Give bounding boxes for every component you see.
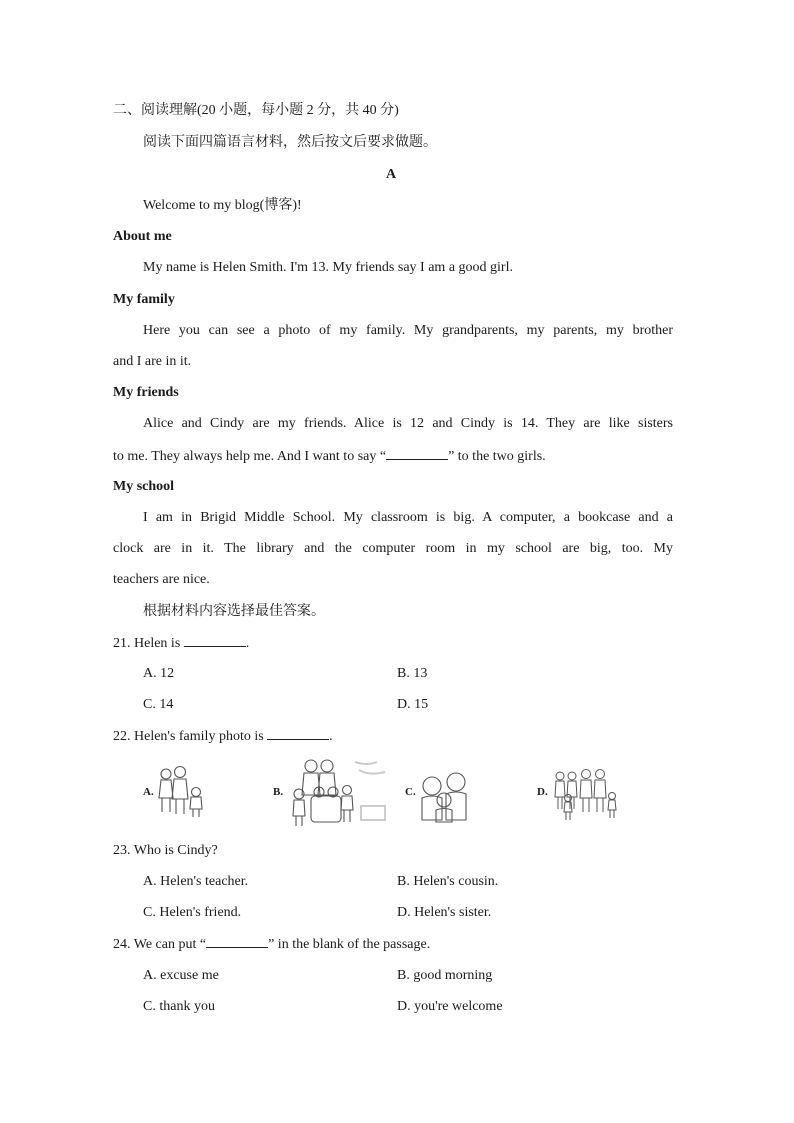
q24-option-a: A. excuse me bbox=[143, 968, 219, 983]
school-line-1: I am in Brigid Middle School. My classroom is big. A computer, a bookcase and a bbox=[143, 510, 673, 525]
answer-blank bbox=[206, 934, 268, 948]
friends-line-2-start: to me. They always help me. And I want to say “ bbox=[113, 449, 387, 464]
section-heading: 二、阅读理解(20 小题，每小题 2 分，共 40 分) bbox=[113, 103, 399, 118]
q23-option-d: D. Helen's sister. bbox=[397, 905, 492, 920]
friends-title: My friends bbox=[113, 385, 179, 400]
family-line-2: and I are in it. bbox=[113, 354, 192, 369]
q23-option-a: A. Helen's teacher. bbox=[143, 874, 249, 889]
family-title: My family bbox=[113, 292, 175, 307]
family-photo-b bbox=[285, 756, 393, 830]
friends-line-2 bbox=[113, 446, 546, 467]
question-24-stem: 24. We can put “ ” in the blank of the passage. bbox=[113, 934, 430, 955]
about-title: About me bbox=[113, 229, 172, 244]
q21-option-c: C. 14 bbox=[143, 697, 174, 712]
passage-welcome: Welcome to my blog(博客)! bbox=[143, 198, 302, 213]
friends-line-2-end: ” to the two girls. bbox=[448, 449, 546, 464]
q24-option-b: B. good morning bbox=[397, 968, 493, 983]
school-line-3: teachers are nice. bbox=[113, 572, 210, 587]
friends-line-1: Alice and Cindy are my friends. Alice is 12 and Cindy is 14. They are like sisters bbox=[143, 416, 673, 431]
family-line-1: Here you can see a photo of my family. My grandparents, my parents, my brother bbox=[143, 323, 673, 338]
question-21-stem: 21. Helen is . bbox=[113, 633, 249, 654]
about-text: My name is Helen Smith. I'm 13. My friends say I am a good girl. bbox=[143, 260, 513, 275]
q22-label-b: B. bbox=[273, 786, 284, 798]
q24-option-d: D. you're welcome bbox=[397, 999, 503, 1014]
family-photo-d bbox=[552, 768, 620, 826]
q22-label-d: D. bbox=[537, 786, 548, 798]
passage-letter: A bbox=[386, 167, 397, 182]
task-instruction: 根据材料内容选择最佳答案。 bbox=[143, 604, 325, 619]
question-23-stem: 23. Who is Cindy? bbox=[113, 843, 218, 858]
question-22-stem: 22. Helen's family photo is . bbox=[113, 726, 333, 747]
q22-label-c: C. bbox=[405, 786, 416, 798]
q21-option-d: D. 15 bbox=[397, 697, 429, 712]
q21-option-b: B. 13 bbox=[397, 666, 428, 681]
q23-option-c: C. Helen's friend. bbox=[143, 905, 242, 920]
section-instruction: 阅读下面四篇语言材料，然后按文后要求做题。 bbox=[143, 135, 437, 150]
school-line-2: clock are in it. The library and the computer room in my school are big, too. My bbox=[113, 541, 673, 556]
family-photo-c bbox=[416, 768, 476, 824]
q23-option-b: B. Helen's cousin. bbox=[397, 874, 499, 889]
passage-blank bbox=[386, 446, 448, 460]
q22-label-a: A. bbox=[143, 786, 154, 798]
q21-option-a: A. 12 bbox=[143, 666, 175, 681]
answer-blank bbox=[184, 633, 246, 647]
school-title: My school bbox=[113, 479, 175, 494]
q24-option-c: C. thank you bbox=[143, 999, 215, 1014]
answer-blank bbox=[267, 726, 329, 740]
family-photo-a bbox=[152, 764, 212, 824]
